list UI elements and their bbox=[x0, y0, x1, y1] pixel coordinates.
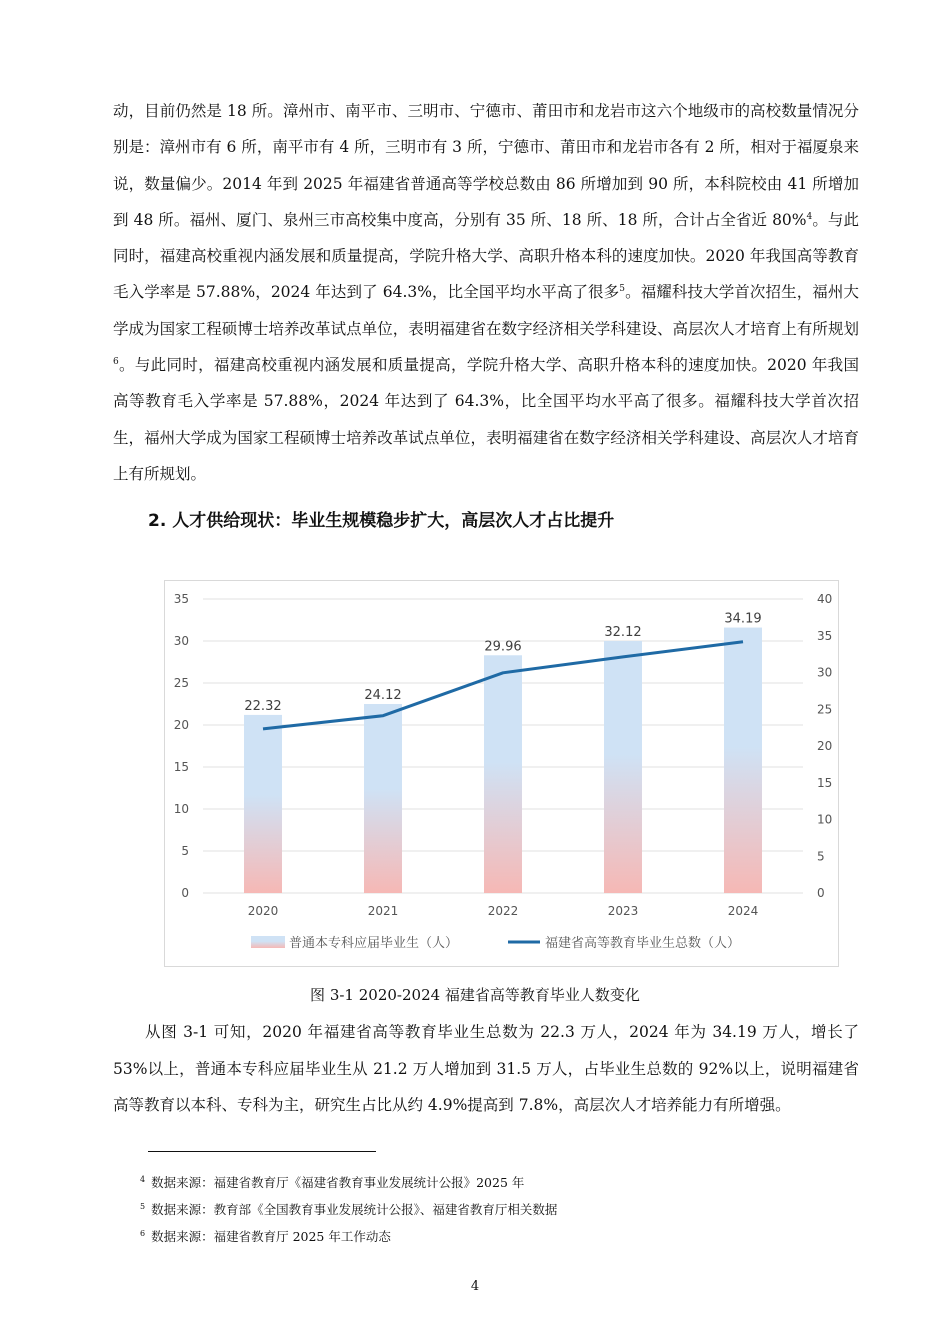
x-axis-tick-label: 2024 bbox=[727, 904, 759, 918]
legend-swatch-bar bbox=[251, 936, 285, 948]
footnote-text: 数据来源：福建省教育厅 2025 年工作动态 bbox=[151, 1229, 391, 1245]
x-axis-tick-label: 2020 bbox=[247, 904, 279, 918]
left-axis-tick-label: 30 bbox=[173, 634, 189, 648]
footnote-text: 数据来源：福建省教育厅《福建省教育事业发展统计公报》2025 年 bbox=[151, 1175, 525, 1191]
left-axis-tick-label: 0 bbox=[181, 886, 189, 900]
footnote-ref-4[interactable]: 4 bbox=[806, 211, 813, 222]
x-axis-tick-label: 2021 bbox=[367, 904, 399, 918]
footnote-6 bbox=[140, 1224, 391, 1247]
right-axis-tick-label: 20 bbox=[817, 739, 833, 753]
chart-container bbox=[164, 580, 839, 967]
page-number: 4 bbox=[470, 1279, 480, 1294]
footnote-ref-6[interactable]: 6 bbox=[113, 356, 119, 367]
bar bbox=[724, 628, 762, 893]
data-label: 29.96 bbox=[484, 639, 522, 655]
left-axis-tick-label: 15 bbox=[173, 760, 189, 774]
body-paragraph-1 bbox=[113, 93, 859, 492]
right-axis-tick-label: 10 bbox=[817, 812, 833, 827]
bar bbox=[604, 641, 642, 893]
figure-caption: 图 3-1 2020-2024 福建省高等教育毕业人数变化 bbox=[310, 986, 640, 1004]
x-axis-tick-label: 2023 bbox=[607, 904, 639, 918]
body-paragraph-2: 从图 3-1 可知，2020 年福建省高等教育毕业生总数为 22.3 万人，2024 年为 34.19 万人，增长了 53%以上，普通本专科应届毕业生从 21.2 万人增加到 31.5 万人，占毕业生总数的 92%以上，说明福建省高等教育以本科、专科为主，研究生占比从约 4.9%提高到 7.8%，高层次人才培养能力有所增强。 bbox=[113, 1023, 859, 1114]
legend-label-line: 福建省高等教育毕业生总数（人） bbox=[545, 936, 741, 951]
paragraph-text: 。与此同时，福建高校重视内涵发展和质量提高，学院升格大学、高职升格本科的速度加快。2020 年我国高等教育毛入学率是 57.88%，2024 年达到了 64.3%，比全国平均水平高了很多。福耀科技大学首次招生，福州大学成为国家工程硕博士培养改革试点单位，表明福建省在数字经济相关学科建设、高层次人才培育上有所规划。 bbox=[113, 356, 859, 483]
right-axis-tick-label: 40 bbox=[817, 592, 833, 606]
footnote-number: 5 bbox=[140, 1202, 146, 1211]
footnote-number: 4 bbox=[140, 1175, 146, 1184]
right-axis-tick-label: 0 bbox=[817, 886, 825, 900]
footnote-5 bbox=[140, 1197, 557, 1220]
footnote-number: 6 bbox=[140, 1229, 146, 1238]
data-label: 24.12 bbox=[364, 688, 402, 703]
left-axis-tick-label: 5 bbox=[181, 844, 189, 858]
legend-label-bar: 普通本专科应届毕业生（人） bbox=[289, 936, 459, 951]
footnote-4 bbox=[140, 1170, 524, 1193]
footnote-ref-5[interactable]: 5 bbox=[619, 284, 625, 295]
footnote-text: 数据来源：教育部《全国教育事业发展统计公报》、福建省教育厅相关数据 bbox=[151, 1202, 558, 1218]
left-axis-tick-label: 25 bbox=[173, 676, 189, 690]
bar bbox=[244, 715, 282, 893]
left-axis-tick-label: 35 bbox=[173, 592, 189, 606]
paragraph-text: 动，目前仍然是 18 所。漳州市、南平市、三明市、宁德市、莆田市和龙岩市这六个地级市的高校数量情况分别是：漳州市有 6 所，南平市有 4 所，三明市有 3 所，宁德市、莆田市和龙岩市各有 2 所，相对于福厦泉来说，数量偏少。2014 年到 2025 年福建省普通高等学校总数由 86 所增加到 90 所，本科院校由 41 所增加到 48 所。福州、厦门、泉州三市高校集中度高，分别有 35 所、18 所、18 所，合计占全省近 80% bbox=[113, 102, 859, 229]
left-axis-tick-label: 10 bbox=[173, 802, 189, 816]
data-label: 22.32 bbox=[244, 698, 282, 714]
bar bbox=[484, 655, 522, 893]
right-axis-tick-label: 30 bbox=[817, 665, 833, 680]
x-axis-tick-label: 2022 bbox=[487, 904, 519, 918]
bar-series bbox=[244, 628, 762, 893]
data-label: 34.19 bbox=[724, 611, 762, 627]
section-heading: 2. 人才供给现状：毕业生规模稳步扩大，高层次人才占比提升 bbox=[148, 511, 615, 531]
left-axis-tick-label: 20 bbox=[173, 718, 189, 732]
right-axis-tick-label: 25 bbox=[817, 702, 833, 717]
right-axis-tick-label: 35 bbox=[817, 628, 833, 643]
footnote-divider bbox=[148, 1151, 376, 1152]
combo-chart bbox=[165, 581, 838, 966]
right-axis-tick-label: 5 bbox=[817, 849, 825, 864]
data-label: 32.12 bbox=[604, 625, 642, 640]
bar bbox=[364, 704, 402, 893]
legend bbox=[251, 935, 740, 951]
right-axis-tick-label: 15 bbox=[817, 775, 833, 790]
paragraph-text: 。福耀科技大学首次招生，福州大学成为国家工程硕博士培养改革试点单位，表明福建省在数字经济相关学科建设、高层次人才培育上有所规划 bbox=[113, 283, 859, 338]
paragraph-text: 。与此同时，福建高校重视内涵发展和质量提高，学院升格大学、高职升格本科的速度加快。2020 年我国高等教育毛入学率是 57.88%，2024 年达到了 64.3%，比全国平均水平高了很多 bbox=[113, 210, 859, 302]
